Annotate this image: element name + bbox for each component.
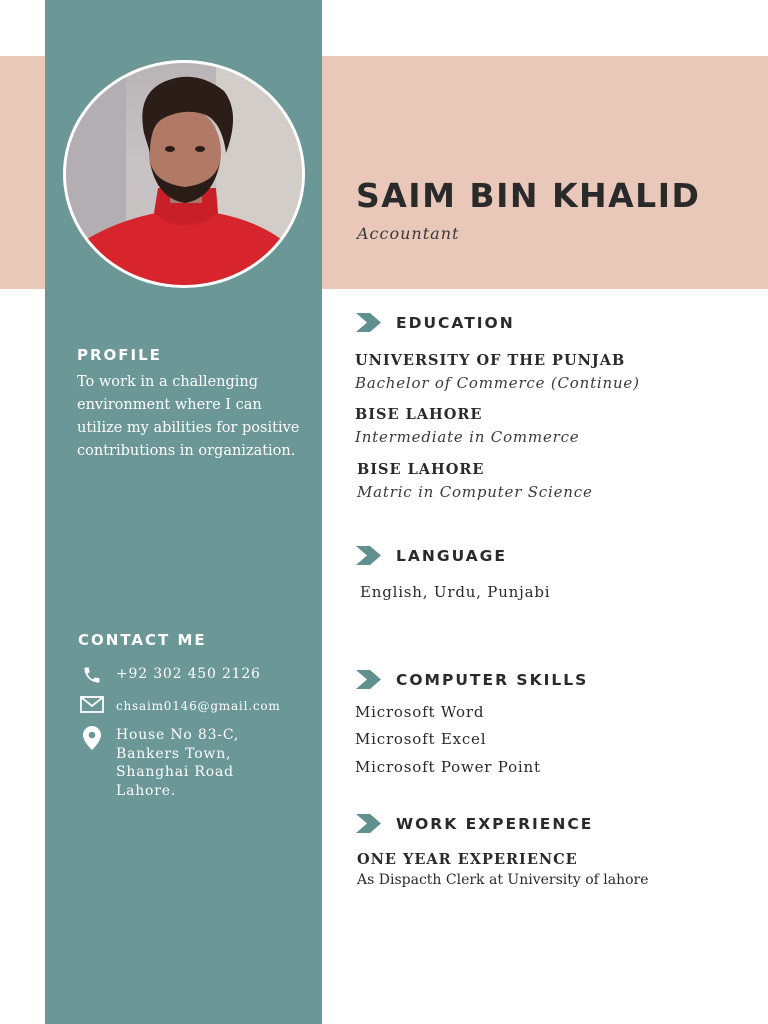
contact-email-row	[79, 696, 281, 716]
profile-photo	[63, 60, 305, 288]
education-heading: EDUCATION	[396, 313, 515, 332]
education-section-header	[356, 313, 515, 332]
skills-heading: COMPUTER SKILLS	[396, 670, 589, 689]
education-institution: UNIVERSITY OF THE PUNJAB	[355, 352, 626, 369]
education-degree: Bachelor of Commerce (Continue)	[355, 374, 640, 392]
work-section-header	[356, 814, 593, 833]
address-line: Bankers Town,	[116, 745, 232, 762]
contact-email[interactable]: chsaim0146@gmail.com	[116, 699, 281, 713]
mail-icon	[79, 696, 105, 716]
contact-phone-row	[79, 665, 261, 685]
chevron-icon	[356, 814, 382, 833]
candidate-name: SAIM BIN KHALID	[356, 176, 701, 215]
skill-item: Microsoft Excel	[355, 730, 487, 748]
work-heading: WORK EXPERIENCE	[396, 814, 594, 833]
candidate-role: Accountant	[357, 224, 460, 243]
education-degree: Intermediate in Commerce	[355, 428, 580, 446]
skills-section-header	[356, 670, 588, 689]
language-section-header	[356, 546, 507, 565]
chevron-icon	[356, 670, 382, 689]
skill-item: Microsoft Word	[355, 703, 485, 721]
chevron-icon	[356, 546, 382, 565]
contact-phone[interactable]: +92 302 450 2126	[116, 666, 261, 682]
phone-icon	[79, 665, 105, 685]
location-pin-icon	[79, 726, 105, 746]
education-degree: Matric in Computer Science	[357, 483, 593, 501]
profile-heading: PROFILE	[77, 346, 162, 364]
language-heading: LANGUAGE	[396, 546, 507, 565]
education-institution: BISE LAHORE	[357, 461, 485, 478]
address-line: Shanghai Road	[116, 764, 234, 780]
chevron-icon	[356, 313, 382, 332]
address-line: Lahore.	[116, 782, 177, 799]
contact-address-row	[79, 726, 239, 800]
language-list: English, Urdu, Punjabi	[360, 583, 551, 601]
contact-address	[116, 726, 239, 800]
education-institution: BISE LAHORE	[355, 406, 483, 423]
work-position: ONE YEAR EXPERIENCE	[357, 851, 578, 868]
work-description: As Dispacth Clerk at University of lahore	[357, 872, 649, 888]
skill-item: Microsoft Power Point	[355, 758, 541, 776]
contact-heading: CONTACT ME	[78, 631, 207, 649]
profile-text: To work in a challenging environment where I can utilize my abilities for positive contributions in organization.	[77, 374, 300, 459]
address-line: House No 83-C,	[116, 727, 240, 743]
